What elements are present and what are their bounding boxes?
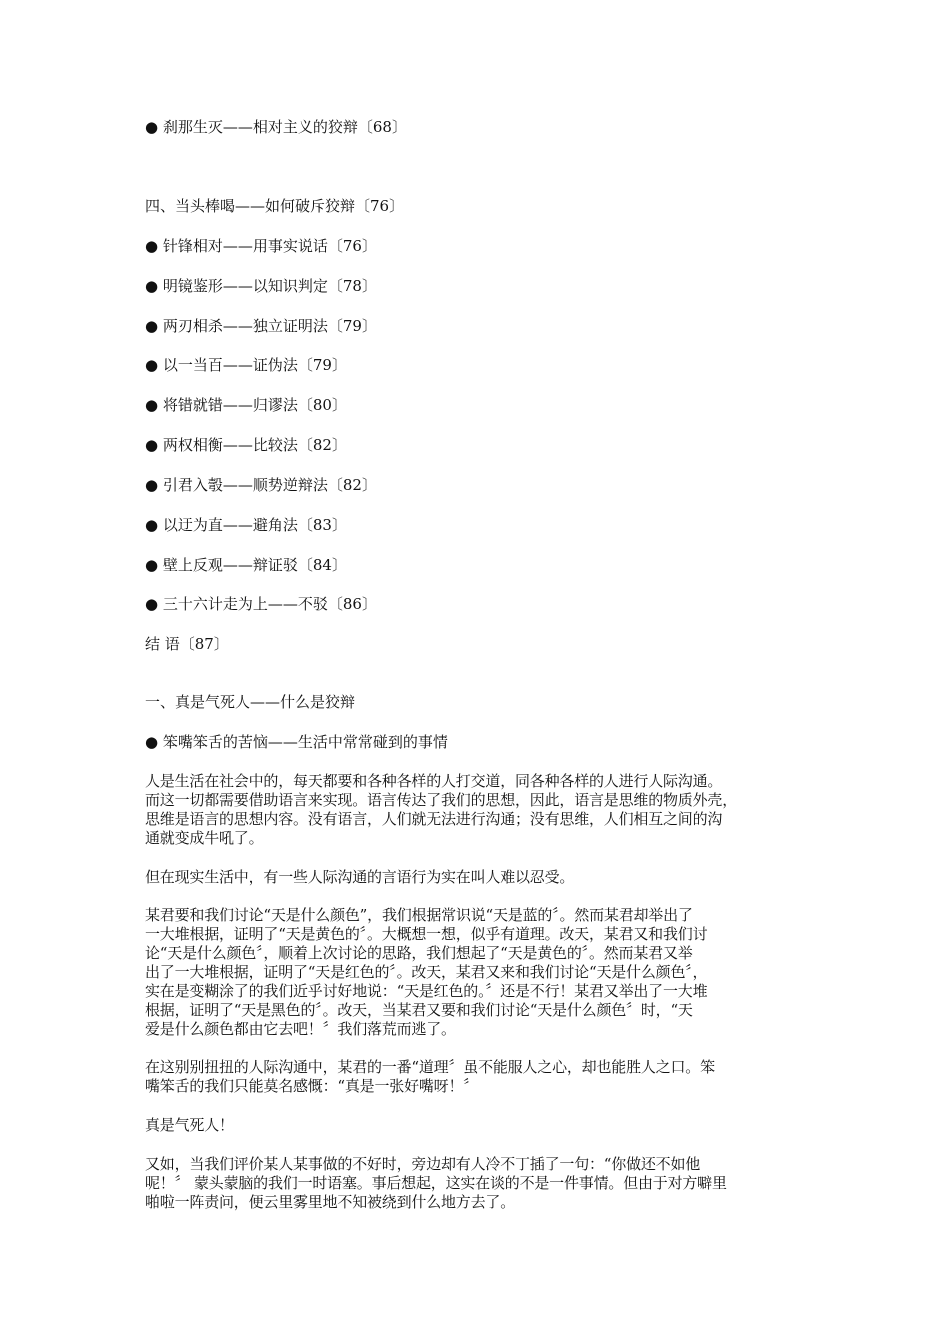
paragraph-line: 啪啦一阵责问，便云里雾里地不知被绕到什么地方去了。 [145, 1193, 516, 1211]
toc-item: ● 以一当百——证伪法〔79〕 [145, 356, 347, 374]
toc-item-relativism: ● 刹那生灭——相对主义的狡辩〔68〕 [145, 118, 407, 136]
toc-item: ● 明镜鉴形——以知识判定〔78〕 [145, 277, 377, 295]
paragraph-line: 爱是什么颜色都由它去吧！〞我们落荒而逃了。 [145, 1020, 456, 1038]
body-paragraph-2 [145, 868, 813, 887]
toc-item: ● 引君入彀——顺势逆辩法〔82〕 [145, 476, 377, 494]
toc-item: ● 两权相衡——比较法〔82〕 [145, 436, 347, 454]
paragraph-line: 呢！〞 蒙头蒙脑的我们一时语塞。事后想起，这实在谈的不是一件事情。但由于对方噼里 [145, 1174, 727, 1192]
chapter-one-subheading: ● 笨嘴笨舌的苦恼——生活中常常碰到的事情 [145, 733, 448, 751]
paragraph-line: 思维是语言的思想内容。没有语言，人们就无法进行沟通；没有思维，人们相互之间的沟 [145, 810, 723, 828]
body-paragraph-1 [145, 772, 813, 848]
paragraph-line: 实在是变糊涂了的我们近乎讨好地说：“天是红色的。〞还是不行！某君又举出了一大堆 [145, 982, 708, 1000]
toc-item: ● 三十六计走为上——不驳〔86〕 [145, 595, 377, 613]
paragraph-line: 真是气死人！ [145, 1116, 234, 1134]
toc-item: ● 针锋相对——用事实说话〔76〕 [145, 237, 377, 255]
paragraph-line: 但在现实生活中，有一些人际沟通的言语行为实在叫人难以忍受。 [145, 868, 575, 886]
body-paragraph-3 [145, 906, 813, 1039]
paragraph-line: 一大堆根据，证明了“天是黄色的〞。大概想一想，似乎有道理。改天，某君又和我们讨 [145, 925, 708, 943]
paragraph-line: 人是生活在社会中的，每天都要和各种各样的人打交道，同各种各样的人进行人际沟通。 [145, 772, 723, 790]
paragraph-line: 出了一大堆根据，证明了“天是红色的〞。改天，某君又来和我们讨论“天是什么颜色〞， [145, 963, 708, 981]
paragraph-line: 某君要和我们讨论“天是什么颜色”，我们根据常识说“天是蓝的〞。然而某君却举出了 [145, 906, 693, 924]
body-paragraph-4 [145, 1058, 813, 1096]
paragraph-line: 而这一切都需要借助语言来实现。语言传达了我们的思想，因此，语言是思维的物质外壳， [145, 791, 738, 809]
conclusion-entry: 结 语〔87〕 [145, 635, 229, 653]
paragraph-line: 论“天是什么颜色〞，顺着上次讨论的思路，我们想起了“天是黄色的〞。然而某君又举 [145, 944, 693, 962]
section-four-heading: 四、当头棒喝——如何破斥狡辩〔76〕 [145, 197, 405, 215]
paragraph-line: 又如，当我们评价某人某事做的不好时，旁边却有人冷不丁插了一句：“你做还不如他 [145, 1155, 701, 1173]
paragraph-line: 在这别别扭扭的人际沟通中，某君的一番“道理〞虽不能服人之心，却也能胜人之口。笨 [145, 1058, 715, 1076]
toc-item: ● 将错就错——归谬法〔80〕 [145, 396, 347, 414]
chapter-one-heading: 一、真是气死人——什么是狡辩 [145, 693, 356, 711]
toc-item: ● 两刃相杀——独立证明法〔79〕 [145, 317, 377, 335]
body-paragraph-6 [145, 1155, 813, 1212]
paragraph-line: 嘴笨舌的我们只能莫名感慨：“真是一张好嘴呀！〞 [145, 1077, 479, 1095]
document-page [145, 0, 815, 1344]
paragraph-line: 通就变成牛吼了。 [145, 829, 264, 847]
toc-item: ● 壁上反观——辩证驳〔84〕 [145, 556, 347, 574]
paragraph-line: 根据，证明了“天是黑色的〞。改天，当某君又要和我们讨论“天是什么颜色〞时，“天 [145, 1001, 693, 1019]
body-paragraph-5 [145, 1116, 813, 1135]
toc-item: ● 以迂为直——避角法〔83〕 [145, 516, 347, 534]
